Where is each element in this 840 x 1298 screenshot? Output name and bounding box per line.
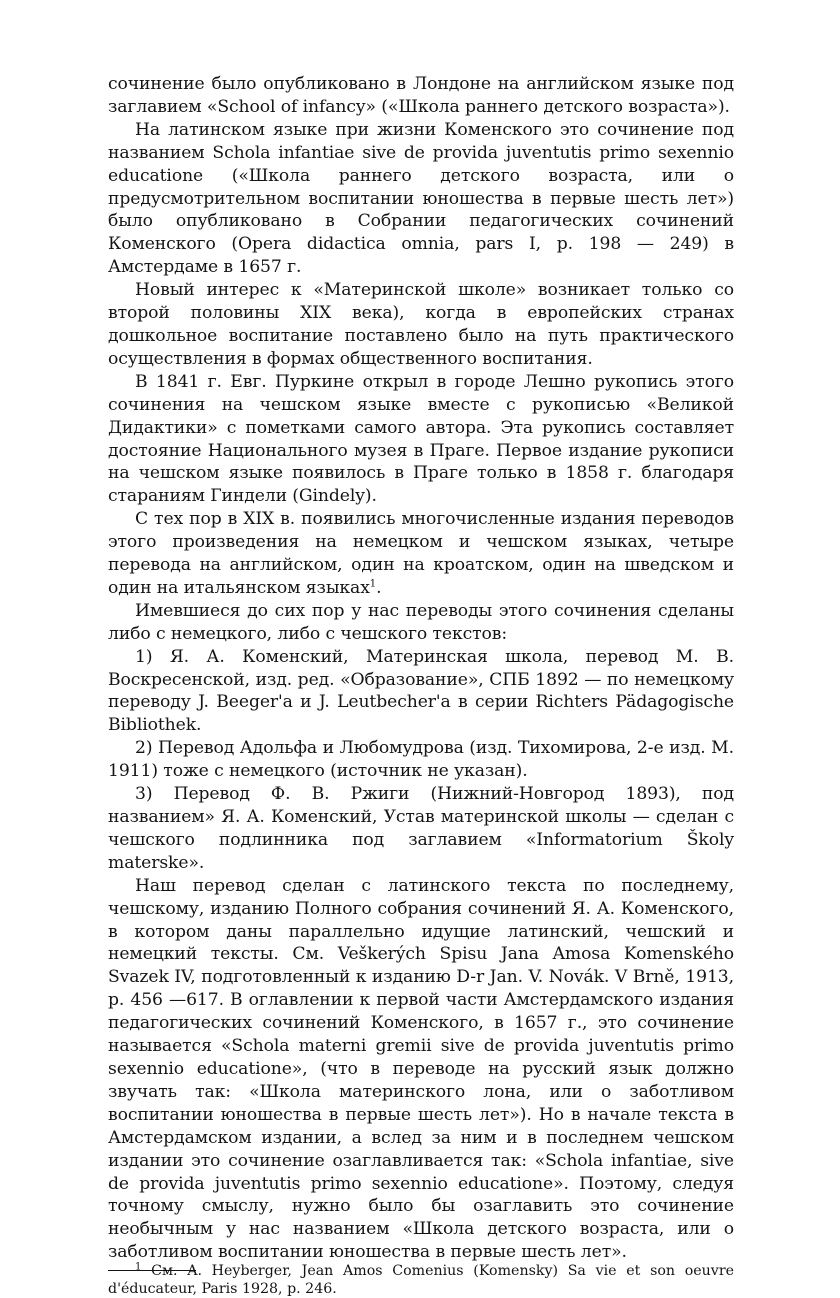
paragraph-3: Новый интерес к «Материнской школе» возникает только со второй половины XIX века), когда в европейских странах дошкольное воспитание поставлено было на путь практического осуществления в формах общественного воспитания. (108, 280, 734, 369)
paragraph-7: 1) Я. А. Коменский, Материнская школа, перевод М. В. Воскресенской, изд. ред. «Образование», СПБ 1892 — по немецкому переводу J. Beeger'a и J. Leutbecher'a в серии Richters Pädagogische Bibliothek. (108, 646, 734, 736)
footnote-reference: 1 (369, 578, 377, 590)
paragraph-5: С тех пор в XIX в. появились многочисленные издания переводов этого произведения на немецком и чешском языках, четыре перевода на английском, один на кроатском, один на шведском и один на итальянском языках$^1$. (108, 509, 734, 598)
footnote-text: Cм. A. Heyberger, Jean Amos Comenius (Komensky) Sa vie et son oeuvre d'éducateur, Paris 1928, p. 246. (108, 1263, 735, 1298)
paragraph-6: Имевшиеся до сих пор у нас переводы этого сочинения сделаны либо с немецкого, либо с чешского текстов: (108, 600, 734, 644)
paragraph-8: 2) Перевод Адольфа и Любомудрова (изд. Тихомирова, 2-е изд. М. 1911) тоже с немецкого (источник не указан). (108, 738, 734, 782)
paragraph-1: сочинение было опубликовано в Лондоне на английском языке под заглавием «School of infancy» («Школа раннего детского возраста»). (108, 74, 734, 117)
paragraph-4: В 1841 г. Евг. Пуркине открыл в городе Лешно рукопись этого сочинения на чешском языке вместе с рукописью «Великой Дидактики» с пометками самого автора. Эта рукопись составляет достояние Национального музея в Праге. Первое издание рукописи на чешском языке появилось в Праге только в 1858 г. благодаря стараниям Гиндели (Gindely). (108, 371, 734, 507)
paragraph-10: Наш перевод сделан с латинского текста по последнему, чешскому, изданию Полного собрания сочинений Я. А. Коменского, в котором даны параллельно идущие латинский, чешский и немецкий тексты. См. Veškerých Spisu Jana Amosa Komenského Svazek IV, подготовленный к изданию D-r Jan. V. Novák. V Brně, 1913, p. 456 —617. В оглавлении к первой части Амстердамского издания педагогических сочинений Коменского, в 1657 г., это сочинение называется «Schola materni gremii sive de provida juventutis primo sexennio educatione», (что в переводе на русский язык должно звучать так: «Школа материнского лона, или о заботливом воспитании юношества в первые шесть лет»). Но в начале текста в Амстердамском издании, а вслед за ним и в последнем чешском издании это сочинение озаглавливается так: «Schola infantiae, sive de provida juventutis primo sexennio educatione». Поэтому, следуя точному смыслу, нужно было бы озаглавить это сочинение необычным у нас названием «Школа детского возраста, или о заботливом воспитании юношества в первые шесть лет». (108, 875, 734, 1263)
paragraph-5-text: С тех пор в XIX в. появились многочисленные издания переводов этого произведения на немецком и чешском языках, четыре перевода на английском, один на кроатском, один на шведском и один на итальянском языках (108, 509, 734, 598)
paragraph-9: 3) Перевод Ф. В. Ржиги (Нижний-Новгород 1893), под названием» Я. А. Коменский, Устав материнской школы — сделан с чешского подлинника под заглавием «Informatorium Školy materske». (108, 784, 734, 873)
paragraph-2: На латинском языке при жизни Коменского это сочинение под названием Schola infantiae sive de provida juventutis primo sexennio educatione («Школа раннего детского возраста, или о предусмотрительном воспитании юношества в первые шесть лет») было опубликовано в Собрании педагогических сочинений Коменского (Opera didactica omnia, pars I, p. 198 — 249) в Амстердаме в 1657 г. (108, 119, 734, 278)
footnote-mark: 1 (135, 1261, 142, 1273)
footnote (108, 1262, 734, 1298)
